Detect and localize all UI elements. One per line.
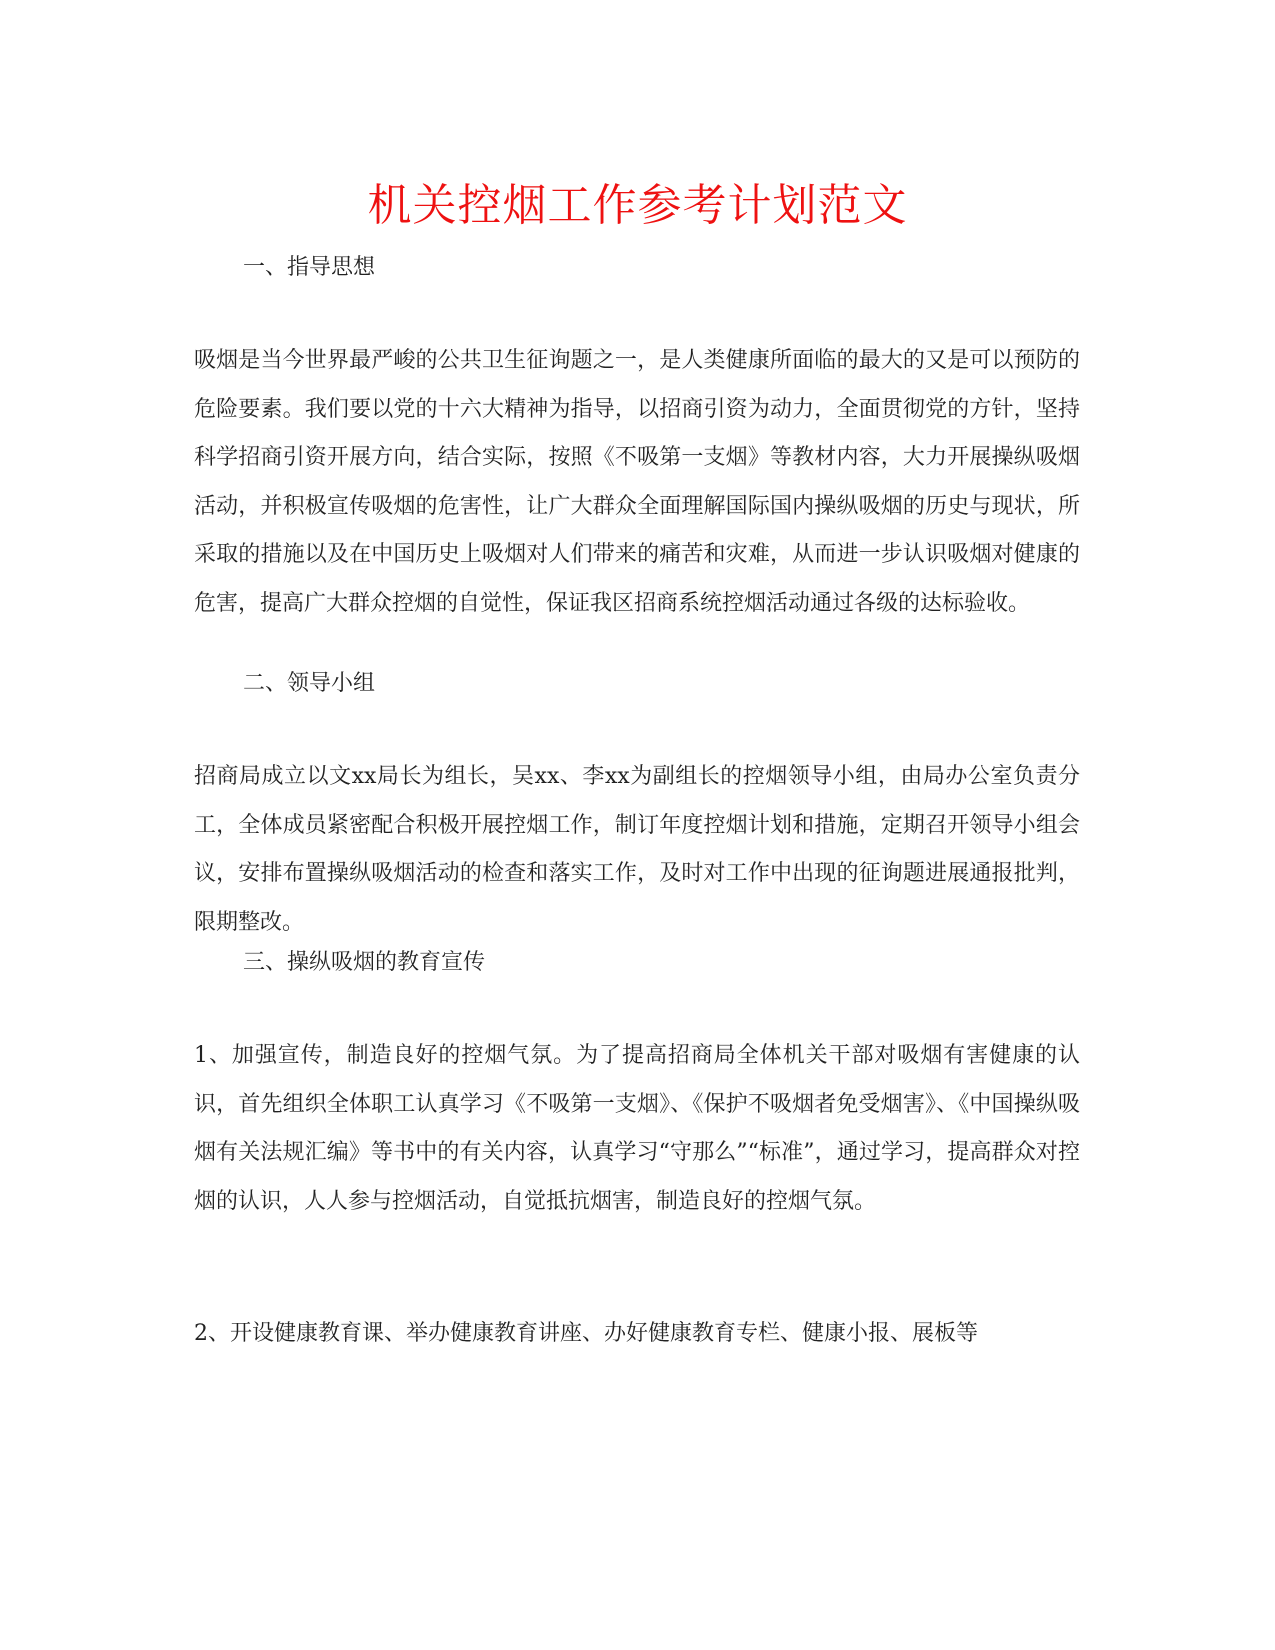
document-title: 机关控烟工作参考计划范文 [367, 180, 908, 231]
section-heading-guiding-ideology: 一、指导思想 [243, 255, 376, 280]
paragraph-leadership-group: 招商局成立以文xx局长为组长，吴xx、李xx为副组长的控烟领导小组，由局办公室负责分工，全体成员紧密配合积极开展控烟工作，制订年度控烟计划和措施，定期召开领导小组会议，安排布置操纵吸烟活动的检查和落实工作，及时对工作中出现的征询题进展通报批判，限期整改。 [194, 764, 1080, 935]
section-heading-leadership-group: 二、领导小组 [243, 671, 376, 696]
paragraph-health-education: 2、开设健康教育课、举办健康教育讲座、办好健康教育专栏、健康小报、展板等 [194, 1321, 978, 1346]
paragraph-guiding-ideology: 吸烟是当今世界最严峻的公共卫生征询题之一，是人类健康所面临的最大的又是可以预防的危险要素。我们要以党的十六大精神为指导，以招商引资为动力，全面贯彻党的方针，坚持科学招商引资开展方向，结合实际，按照《不吸第一支烟》等教材内容，大力开展操纵吸烟活动，并积极宣传吸烟的危害性，让广大群众全面理解国际国内操纵吸烟的历史与现状，所采取的措施以及在中国历史上吸烟对人们带来的痛苦和灾难，从而进一步认识吸烟对健康的危害，提高广大群众控烟的自觉性，保证我区招商系统控烟活动通过各级的达标验收。 [194, 348, 1080, 616]
section-heading-education-publicity: 三、操纵吸烟的教育宣传 [243, 950, 486, 975]
paragraph-strengthen-publicity: 1、加强宣传，制造良好的控烟气氛。为了提高招商局全体机关干部对吸烟有害健康的认识，首先组织全体职工认真学习《不吸第一支烟》、《保护不吸烟者免受烟害》、《中国操纵吸烟有关法规汇编》等书中的有关内容，认真学习“守那么”“标准”，通过学习，提高群众对控烟的认识，人人参与控烟活动，自觉抵抗烟害，制造良好的控烟气氛。 [194, 1043, 1080, 1214]
